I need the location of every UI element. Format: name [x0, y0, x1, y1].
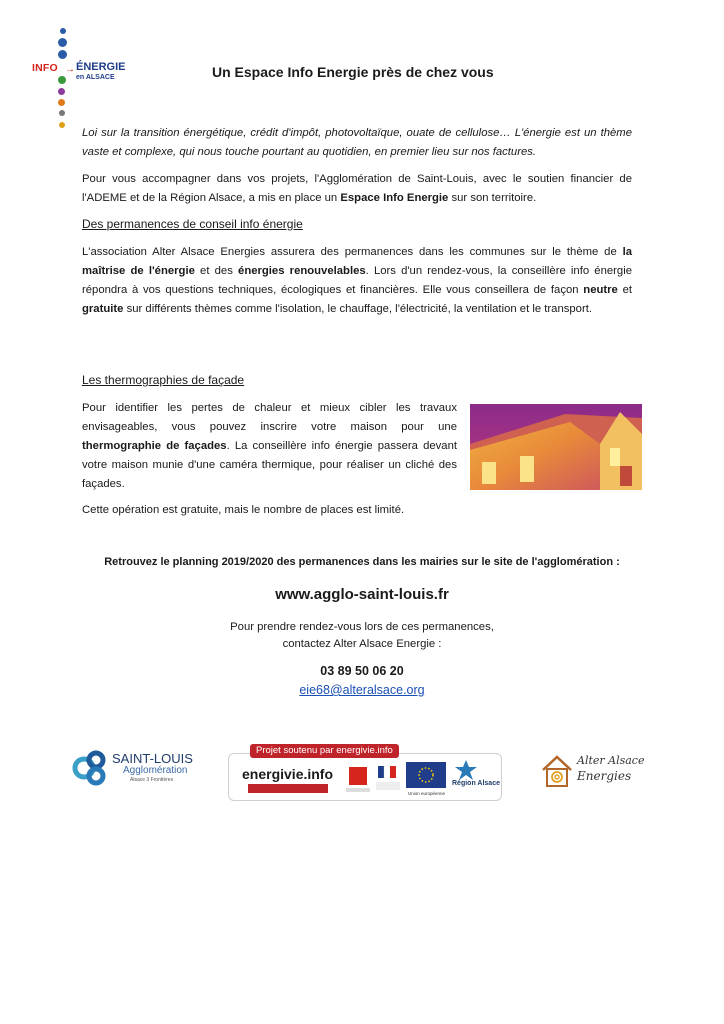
- text-run: sur différents thèmes comme l'isolation, le chauffage, l'électricité, la ventilation et le transport.: [123, 303, 592, 315]
- eu-flag-icon: [406, 762, 446, 790]
- logo-word-energie: ÉNERGIE: [76, 61, 126, 73]
- thermal-image-facade: [470, 404, 642, 490]
- text-bold: neutre: [583, 284, 618, 296]
- text-bold: énergies renouvelables: [238, 265, 366, 277]
- aae-line-2: Energies: [577, 769, 632, 783]
- text-run: L'association Alter Alsace Energies assurera des permanences dans les communes sur le thème de: [82, 246, 623, 258]
- eu-label: Union européenne: [408, 791, 446, 796]
- logo-dots: [58, 28, 70, 132]
- region-alsace-star-icon: [454, 760, 478, 780]
- energivie-logo: energivie.info: [242, 766, 334, 782]
- text-run: et des: [194, 265, 239, 277]
- logo-subtitle: en ALSACE: [76, 74, 115, 81]
- ademe-logo-icon: [346, 764, 370, 794]
- paragraph-free-operation: Cette opération est gratuite, mais le nombre de places est limité.: [82, 504, 405, 516]
- info-energie-logo: [30, 28, 140, 138]
- email-link[interactable]: eie68@alteralsace.org: [299, 683, 425, 697]
- saint-louis-logo: [72, 748, 202, 788]
- logo-word-info: INFO: [32, 62, 58, 74]
- saint-louis-name: SAINT-LOUIS: [112, 751, 193, 766]
- house-spiral-icon: [541, 754, 573, 788]
- text-run: et: [617, 284, 632, 296]
- website-link[interactable]: www.agglo-saint-louis.fr: [275, 586, 449, 603]
- appointment-text: [0, 619, 724, 653]
- text-run: . La conseillère info énergie passera devant votre maison munie d'une caméra thermique, pour réaliser un cliché des façades.: [82, 440, 457, 490]
- planning-notice: Retrouvez le planning 2019/2020 des permanences dans les mairies sur le site de l'agglomération :: [104, 556, 620, 568]
- energivie-red-strip: [248, 784, 328, 793]
- paragraph-accompaniment: [82, 170, 632, 208]
- appointment-line-2: contactez Alter Alsace Energie :: [282, 638, 442, 650]
- text-bold: la maîtrise de l'énergie: [82, 246, 632, 277]
- text-run: Pour identifier les pertes de chaleur et mieux cibler les travaux envisageables, vous pouvez inscrire votre maison pour une: [82, 402, 457, 433]
- appointment-line-1: Pour prendre rendez-vous lors de ces permanences,: [230, 621, 494, 633]
- intro-paragraph: Loi sur la transition énergétique, crédit d'impôt, photovoltaïque, ouate de cellulose… L'énergie est un thème vaste et complexe, qui nous touche pourtant au quotidien, en premier lieu sur nos factures.: [82, 127, 632, 158]
- paragraph-permanences: [82, 243, 632, 319]
- section-heading-thermographies: Les thermographies de façade: [82, 373, 245, 387]
- saint-louis-subtitle: Agglomération: [123, 765, 188, 776]
- paragraph-thermographies: [82, 399, 457, 494]
- logo-arrow-icon: →: [65, 64, 75, 75]
- french-republic-logo-icon: [376, 764, 400, 794]
- partner-logos-block: [228, 744, 504, 802]
- text-bold: thermographie de façades: [82, 440, 227, 452]
- saint-louis-emblem-icon: [72, 750, 108, 786]
- phone-number: 03 89 50 06 20: [320, 664, 404, 678]
- section-heading-permanences: Des permanences de conseil info énergie: [82, 217, 303, 231]
- aae-line-1: Alter Alsace: [577, 754, 645, 767]
- text-run: sur son territoire.: [448, 192, 537, 204]
- saint-louis-tagline: Alsace 3 Frontières: [130, 777, 174, 783]
- page-title: Un Espace Info Energie près de chez vous: [212, 64, 494, 80]
- text-bold: gratuite: [82, 303, 124, 315]
- text-run: . Lors d'un rendez-vous, la conseillère info énergie répondra à vos questions techniques, écologiques et financières. Elle vous conseillera de façon: [82, 265, 632, 296]
- region-alsace-label: Région Alsace: [452, 780, 500, 787]
- text-run: Pour vous accompagner dans vos projets, l'Agglomération de Saint-Louis, avec le soutien financier de l'ADEME et de la Région Alsace, a mis en place un: [82, 173, 632, 204]
- partner-banner: Projet soutenu par energivie.info: [250, 744, 399, 758]
- alter-alsace-energies-logo: [541, 754, 651, 790]
- text-bold: Espace Info Energie: [340, 192, 449, 204]
